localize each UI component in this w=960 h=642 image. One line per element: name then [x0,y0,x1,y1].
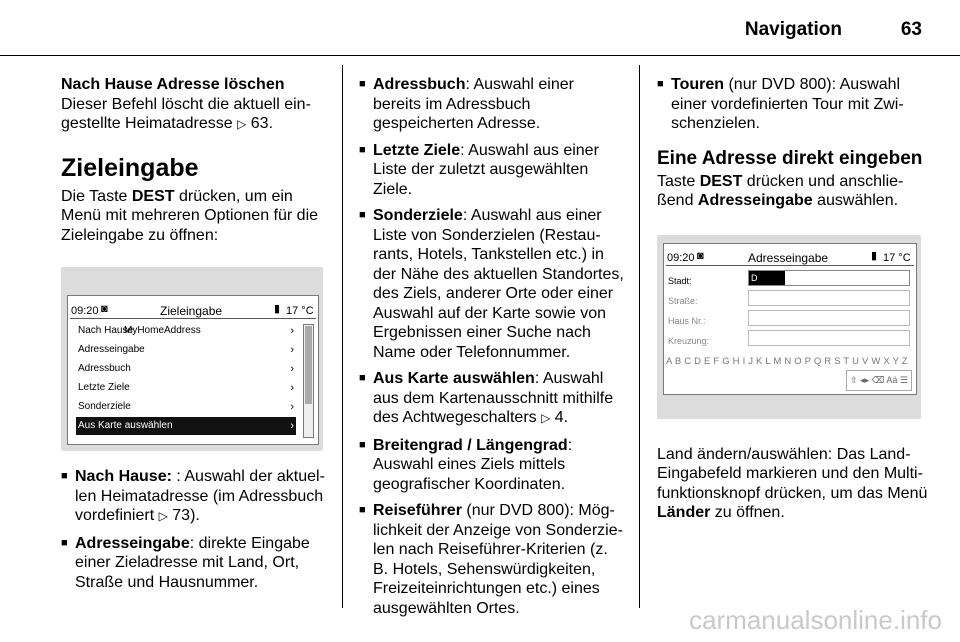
screen-title-rule [666,265,914,266]
screen-temp: 17 °C [883,251,911,264]
column-divider-1 [342,65,343,608]
chevron-right-icon: › [290,420,294,432]
home-address-overlay: MyHomeAddress [124,325,201,336]
chevron-right-icon: › [290,325,294,337]
screen-scrollbar[interactable] [303,324,314,438]
kreuzung-input[interactable] [748,330,910,346]
column-1 [61,75,329,592]
ref-arrow-icon: ▷ [541,411,551,425]
field-label-haus-nr: Haus Nr.: [668,315,706,326]
screen-title-rule [70,318,316,319]
thermometer-icon: ▮ [871,249,878,262]
subsection-title: Nach Hause Adresse löschen [61,76,285,93]
subsection-heading: Eine Adresse direkt eingeben [657,147,923,169]
field-label-strasse: Straße: [668,295,698,306]
haus-nr-input[interactable] [748,310,910,326]
clock-icon: ◙ [101,303,108,315]
alphabet-keyboard[interactable]: A B C D E F G H I J K L M N O P Q R S T U V W X Y Z [666,355,908,367]
chevron-right-icon: › [290,401,294,413]
menu-item-aus-karte[interactable]: Aus Karte auswählen › [76,417,296,435]
subsection-text: Dieser Befehl löscht die aktuell ein-gestellte Heimatadresse ▷ 63. [61,95,311,132]
bullet-adresseingabe: ■ Adresseingabe: direkte Eingabe einer Zieladresse mit Land, Ort, Straße und Hausnummer. [61,534,329,593]
screen-title: Adresseingabe [748,250,829,265]
clock-icon: ◙ [697,249,704,262]
screenshot-zieleingabe [61,267,323,451]
screen-title: Zieleingabe [160,304,223,318]
bullet-nach-hause: ■ Nach Hause: : Auswahl der aktuel-len Heimatadresse (im Adressbuch vordefiniert ▷ 73). [61,467,329,527]
bullet-breitengrad: ■ Breitengrad / Längengrad: Auswahl eines Ziels mittels geografischer Koordinaten. [359,436,625,495]
outro-paragraph: Land ändern/auswählen: Das Land-Eingabefeld markieren und den Multi-funktionsknopf drücken, um das Menü Länder zu öffnen. [657,445,928,521]
screenshot-adresseingabe [657,235,921,419]
menu-item-adresseingabe[interactable]: Adresseingabe › [76,341,296,359]
thermometer-icon: ▮ [274,303,281,315]
intro-paragraph: Die Taste DEST drücken, um ein Menü mit mehreren Optionen für die Zieleingabe zu öffnen: [61,187,319,244]
header-divider [0,55,960,56]
menu-item-sonderziele[interactable]: Sonderziele › [76,398,296,416]
bullet-reisefuehrer: ■ Reiseführer (nur DVD 800): Mög-lichkeit der Anzeige von Sonderzie-len nach Reiseführer-Kriterien (z. B. Hotels, Sehenswürdigkeiten, Freizeiteinrichtungen etc.) eines ausgewählten Ortes. [359,501,625,618]
bullet-adressbuch: ■ Adressbuch: Auswahl einer bereits im Adressbuch gespeicherten Adresse. [359,75,625,134]
field-label-kreuzung: Kreuzung: [668,335,710,346]
intro-paragraph: Taste DEST drücken und anschlie-ßend Adresseingabe auswählen. [657,172,904,209]
page-number: 63 [900,19,922,40]
ref-arrow-icon: ▷ [237,117,247,131]
chevron-right-icon: › [290,363,294,375]
section-heading: Zieleingabe [61,153,199,182]
column-2 [359,75,625,618]
page-ref[interactable]: 63. [250,115,274,132]
bullet-touren: ■ Touren (nur DVD 800): Auswahl einer vordefinierten Tour mit Zwi-schenzielen. [657,75,929,134]
menu-item-adressbuch[interactable]: Adressbuch › [76,360,296,378]
menu-item-nach-hause[interactable]: Nach Hause MyHomeAddress › [76,322,296,340]
bullet-aus-karte: ■ Aus Karte auswählen: Auswahl aus dem Kartenausschnitt mithilfe des Achtwegeschalters ▷ 4. [359,369,625,429]
screen-time: 09:20 [667,251,695,264]
ref-arrow-icon: ▷ [158,509,168,523]
menu-item-letzte-ziele[interactable]: Letzte Ziele › [76,379,296,397]
header-title: Navigation [744,19,842,40]
keyboard-function-keys[interactable]: ⇧ ◂▸ ⌫ Aä ☰ [846,370,912,392]
page-ref[interactable]: 4. [554,409,569,426]
bullet-letzte-ziele: ■ Letzte Ziele: Auswahl aus einer Liste der zuletzt ausgewählten Ziele. [359,141,625,200]
stadt-input[interactable] [748,270,910,286]
column-divider-2 [639,65,640,608]
stadt-value: D [749,271,785,285]
watermark: carmanualsonline.info [689,605,942,635]
column-3 [657,75,929,523]
bullet-sonderziele: ■ Sonderziele: Auswahl aus einer Liste von Sonderzielen (Restau-rants, Hotels, Tankstellen etc.) in der Nähe des aktuellen Standortes, des Ziels, anderer Orte oder einer Auswahl auf der Karte sowie von Ergebnissen einer Suche nach Name oder Telefonnummer. [359,206,625,362]
chevron-right-icon: › [290,382,294,394]
screen-display [663,243,917,395]
strasse-input[interactable] [748,290,910,306]
page-ref[interactable]: 73). [172,507,200,524]
screen-temp: 17 °C [286,305,314,317]
screen-time: 09:20 [71,305,99,317]
field-label-stadt: Stadt: [668,275,692,286]
chevron-right-icon: › [290,344,294,356]
screen-display [67,295,319,445]
